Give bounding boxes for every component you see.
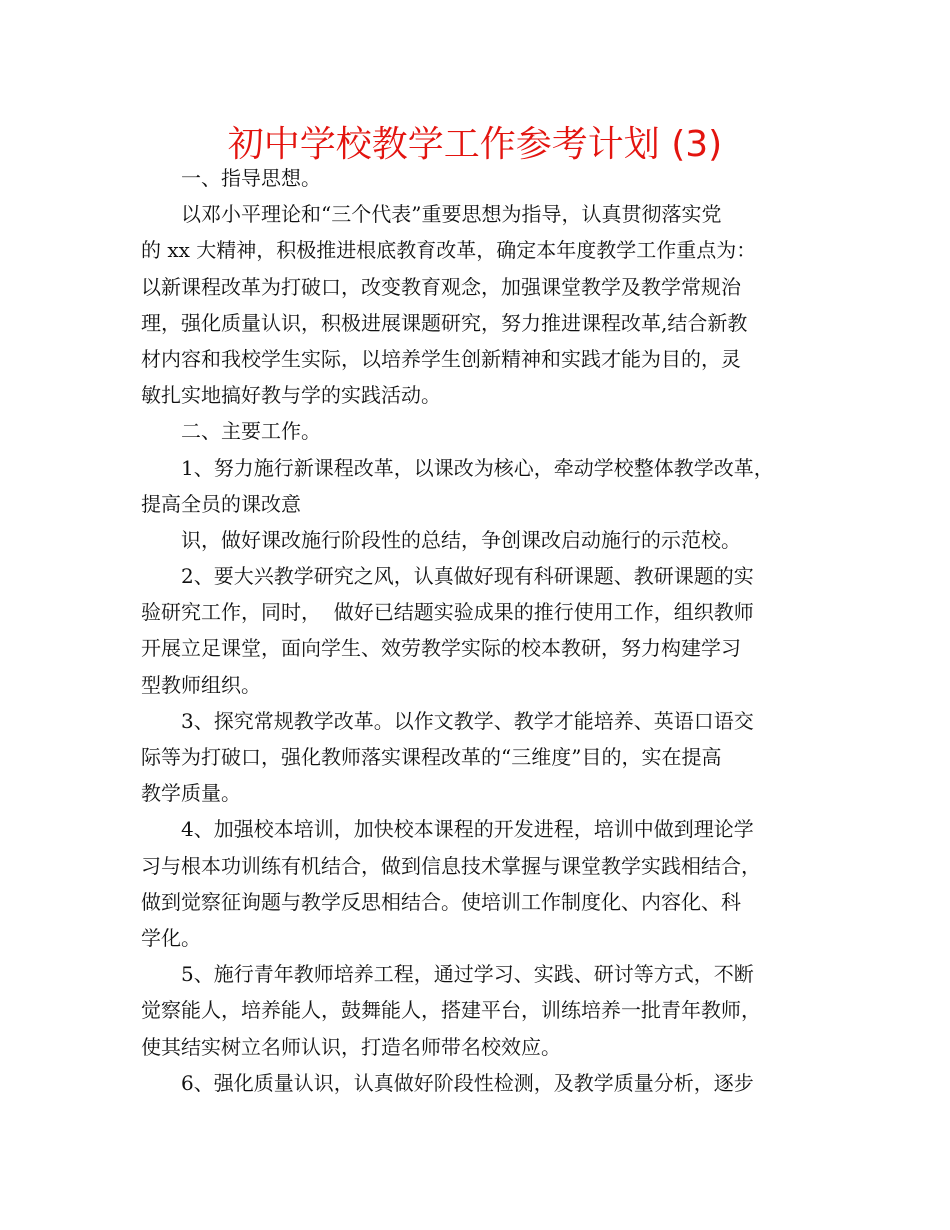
text-line: 识，做好课改施行阶段性的总结，争创课改启动施行的示范校。 — [181, 527, 741, 552]
text-line: 6、强化质量认识，认真做好阶段性检测，及教学质量分析，逐步 — [181, 1070, 754, 1095]
text-line: 以新课程改革为打破口，改变教育观念，加强课堂教学及教学常规治 — [141, 274, 741, 299]
text-line: 习与根本功训练有机结合，做到信息技术掌握与课堂教学实践相结合， — [141, 853, 761, 878]
page-title: 初中学校教学工作参考计划 (3) — [227, 124, 723, 165]
text-line: 二、主要工作。 — [181, 419, 321, 444]
text-line: 以邓小平理论和“三个代表”重要思想为指导，认真贯彻落实党 — [181, 202, 722, 227]
text-line: 1、努力施行新课程改革，以课改为核心，牵动学校整体教学改革， — [181, 455, 774, 480]
text-line: 提高全员的课改意 — [141, 491, 301, 516]
text-line: 型教师组织。 — [141, 672, 261, 697]
text-line: 材内容和我校学生实际，以培养学生创新精神和实践才能为目的，灵 — [141, 346, 741, 371]
text-line: 做到觉察征询题与教学反思相结合。使培训工作制度化、内容化、科 — [141, 889, 741, 914]
text-line: 5、施行青年教师培养工程，通过学习、实践、研讨等方式，不断 — [181, 962, 754, 987]
text-line: 际等为打破口，强化教师落实课程改革的“三维度”目的，实在提高 — [141, 745, 722, 769]
document-body — [141, 160, 811, 1101]
text-line: 敏扎实地搞好教与学的实践活动。 — [141, 383, 441, 408]
text-line: 理，强化质量认识，积极进展课题研究，努力推进课程改革,结合新教 — [141, 310, 748, 335]
text-line: 2、要大兴教学研究之风，认真做好现有科研课题、教研课题的实 — [181, 564, 754, 589]
text-line: 4、加强校本培训，加快校本课程的开发进程，培训中做到理论学 — [181, 817, 754, 842]
text-line: 一、指导思想。 — [181, 166, 321, 190]
text-line: 验研究工作，同时， 做好已结题实验成果的推行使用工作，组织教师 — [141, 600, 754, 625]
text-line: 的 xx 大精神，积极推进根底教育改革，确定本年度教学工作重点为： — [141, 238, 757, 263]
text-line: 教学质量。 — [141, 781, 241, 806]
text-line: 开展立足课堂，面向学生、效劳教学实际的校本教研，努力构建学习 — [141, 636, 741, 661]
text-line: 学化。 — [141, 925, 201, 950]
text-line: 使其结实树立名师认识，打造名师带名校效应。 — [141, 1034, 561, 1059]
text-line: 3、探究常规教学改革。以作文教学、教学才能培养、英语口语交 — [181, 708, 754, 733]
text-line: 觉察能人，培养能人，鼓舞能人，搭建平台，训练培养一批青年教师， — [141, 998, 761, 1023]
